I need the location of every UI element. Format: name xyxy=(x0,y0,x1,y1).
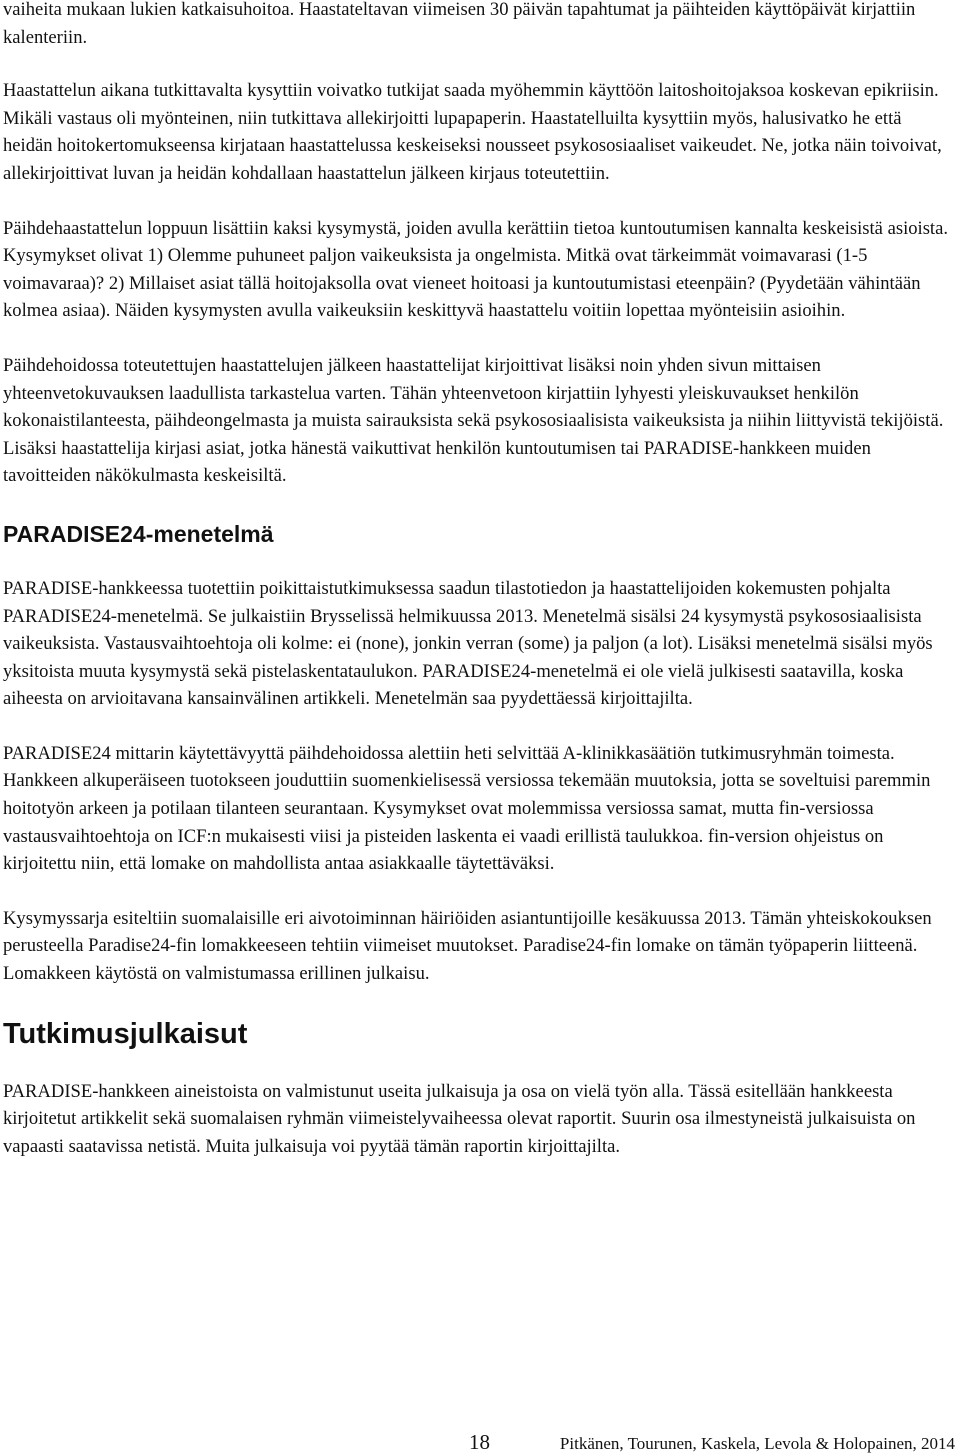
page-footer xyxy=(0,1428,960,1456)
paragraph-summary: Päihdehoidossa toteutettujen haastattelujen jälkeen haastattelijat kirjoittivat lisäksi noin yhden sivun mittaisen yhteenvetokuvauksen laadullista tarkastelua varten. Tähän yhteenvetoon kirjattiin lyhyesti yleiskuvaukset henkilön kokonaistilanteesta, päihdeongelmasta ja muista sairauksista sekä psykososiaalisista vaikeuksista ja niihin liittyvistä tekijöistä. Lisäksi haastattelija kirjasi asiat, jotka hänestä vaikuttivat henkilön kuntoutumisen tai PARADISE-hankkeen muiden tavoitteiden näkökulmasta keskeisiltä. xyxy=(3,354,944,487)
paragraph-paradise24-usability: PARADISE24 mittarin käytettävyyttä päihdehoidossa alettiin heti selvittää A-klinikkasäätiön tutkimusryhmän toimesta. Hankkeen alkuperäiseen tuotokseen jouduttiin suomenkielisessä versiossa tekemään muutoksia, jotta se soveltuisi paremmin hoitotyön arkeen ja potilaan tilanteen seurantaan. Kysymykset ovat molemmissa versiossa samat, mutta fin-versiossa vastausvaihtoehtoja on ICF:n mukaisesti viisi ja pisteiden laskenta ei vaadi erillistä taulukkoa. fin-version ohjeistus on kirjoitettu niin, että lomake on mahdollista antaa asiakkaalle täytettäväksi. xyxy=(3,742,931,875)
paragraph-question-set: Kysymyssarja esiteltiin suomalaisille eri aivotoiminnan häiriöiden asiantuntijoille kesäkuussa 2013. Tämän yhteiskokouksen perusteella Paradise24-fin lomakkeeseen tehtiin viimeiset muutokset. Paradise24-fin lomake on tämän työpaperin liitteenä. Lomakkeen käytöstä on valmistumassa erillinen julkaisu. xyxy=(3,907,932,985)
paragraph-final-questions: Päihdehaastattelun loppuun lisättiin kaksi kysymystä, joiden avulla kerättiin tietoa kuntoutumisen kannalta keskeisistä asioista. Kysymykset olivat 1) Olemme puhuneet paljon vaikeuksista ja ongelmista. Mitkä ovat tärkeimmät voimavarasi (1-5 voimavaraa)? 2) Millaiset asiat tällä hoitojaksolla ovat vieneet hoitoasi ja kuntoutumistasi eteenpäin? (Pyydetään vähintään kolmea asiaa). Näiden kysymysten avulla vaikeuksiin keskittyvä haastattelu voitiin lopettaa myönteisiin asioihin. xyxy=(3,217,949,322)
paragraph-calendar: vaiheita mukaan lukien katkaisuhoitoa. Haastateltavan viimeisen 30 päivän tapahtumat ja päihteiden käyttöpäivät kirjattiin kalenteriin. xyxy=(3,0,916,48)
paragraph-paradise24-method: PARADISE-hankkeessa tuotettiin poikittaistutkimuksessa saadun tilastotiedon ja haastattelijoiden kokemusten pohjalta PARADISE24-menetelmä. Se julkaistiin Brysselissä helmikuussa 2013. Menetelmä sisälsi 24 kysymystä psykososiaalisista vaikeuksista. Vastausvaihtoehtoja oli kolme: ei (none), jonkin verran (some) ja paljon (a lot). Lisäksi menetelmä sisälsi myös yksitoista muuta kysymystä sekä pistelaskentataulukon. PARADISE24-menetelmä ei ole vielä julkisesti saatavilla, koska aiheesta on arvioitavana kansainvälinen artikkeli. Menetelmän saa pyydettäessä kirjoittajilta. xyxy=(3,577,933,710)
page-number: 18 xyxy=(469,1430,490,1454)
document-page xyxy=(3,0,953,1160)
paragraph-publications: PARADISE-hankkeen aineistoista on valmistunut useita julkaisuja ja osa on vielä työn alla. Tässä esitellään hankkeesta kirjoitetut artikkelit sekä suomalaisen ryhmän viimeistelyvaiheessa olevat raportit. Suurin osa ilmestyneistä julkaisuista on vapaasti saatavissa netistä. Muita julkaisuja voi pyytää tämän raportin kirjoittajilta. xyxy=(3,1080,916,1157)
paragraph-epicrisis: Haastattelun aikana tutkittavalta kysyttiin voivatko tutkijat saada myöhemmin käyttöön laitoshoitojaksoa koskevan epikriisin. Mikäli vastaus oli myönteinen, niin tutkittava allekirjoitti lupapaperin. Haastatelluilta kysyttiin myös, halusivatko he että heidän hoitokertomukseensa kirjataan haastattelussa keskeiseksi nousseet psykososiaaliset vaikeudet. Ne, jotka näin toivoivat, allekirjoittivat luvan ja heidän kohdallaan haastattelun jälkeen kirjaus toteutettiin. xyxy=(3,80,942,184)
footer-authors: Pitkänen, Tourunen, Kaskela, Levola & Holopainen, 2014 xyxy=(559,1434,955,1453)
section-heading-publications: Tutkimusjulkaisut xyxy=(3,1017,248,1050)
section-heading-paradise24: PARADISE24-menetelmä xyxy=(3,520,274,547)
